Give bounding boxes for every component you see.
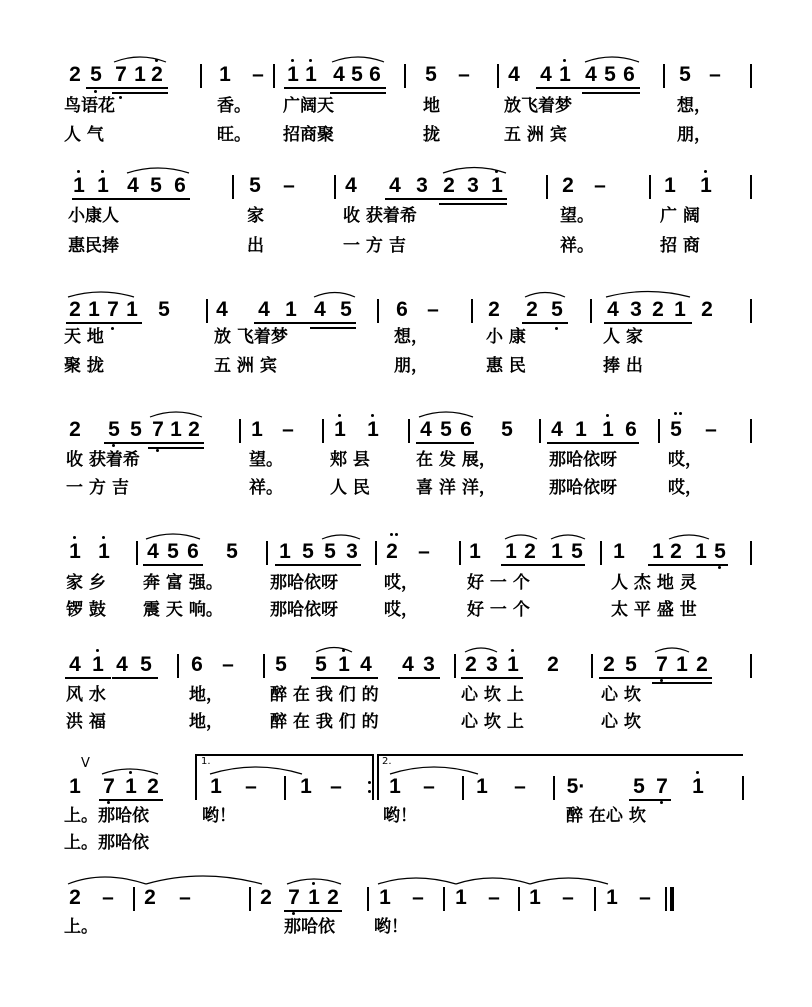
- tie: [378, 878, 456, 884]
- lyric: 出: [247, 236, 264, 256]
- lyric: 上。: [64, 917, 98, 937]
- lyric: 小 康: [486, 327, 526, 347]
- note: 6: [625, 418, 637, 441]
- note: 1: [334, 418, 346, 441]
- lyric: 香。: [217, 96, 251, 116]
- lyric: 招商聚: [283, 125, 334, 145]
- note: 4: [389, 174, 401, 197]
- lyric: 聚 拢: [64, 356, 104, 376]
- lyric: 郏 县: [330, 450, 370, 470]
- note: 4: [360, 653, 372, 676]
- note: 1: [469, 540, 481, 563]
- slur: [146, 534, 200, 539]
- lyric: 哟！: [374, 917, 408, 937]
- note: 4: [402, 653, 414, 676]
- dash: –: [458, 63, 470, 86]
- note: 4: [147, 540, 159, 563]
- note: 4: [127, 174, 139, 197]
- note: 2: [69, 418, 81, 441]
- lyric: 人 民: [330, 478, 370, 498]
- lyric: 五 洲 宾: [214, 356, 277, 376]
- note: 1: [287, 63, 299, 86]
- lyric: 哎，: [384, 573, 418, 593]
- lyric: 一 方 吉: [66, 478, 129, 498]
- note: 1: [575, 418, 587, 441]
- note: 5: [571, 540, 583, 563]
- note: 5: [324, 540, 336, 563]
- note: 3: [467, 174, 479, 197]
- note: 4: [333, 63, 345, 86]
- slur: [606, 292, 690, 298]
- breath-mark: V: [81, 756, 90, 771]
- slur: [443, 168, 506, 174]
- note: 3: [346, 540, 358, 563]
- note: 1: [695, 540, 707, 563]
- dash: –: [252, 63, 264, 86]
- dash: –: [282, 418, 294, 441]
- lyric: 地，: [189, 712, 223, 732]
- note: 1: [285, 298, 297, 321]
- lyric: 哎，: [668, 478, 702, 498]
- note: 4: [585, 63, 597, 86]
- lyric: 拢: [423, 125, 440, 145]
- note: 5: [604, 63, 616, 86]
- lyric: 祥。: [249, 478, 283, 498]
- note: 1: [559, 63, 571, 86]
- note: 3: [630, 298, 642, 321]
- lyric: 放 飞着梦: [214, 327, 288, 347]
- slur: [314, 293, 355, 298]
- lyric: 心 坎 上: [461, 712, 524, 732]
- note: 4: [508, 63, 520, 86]
- lyric: 人 杰 地 灵: [611, 573, 697, 593]
- lyric: 天 地: [64, 327, 104, 347]
- note: 2: [144, 886, 156, 909]
- dash: –: [639, 886, 651, 909]
- note: 1: [219, 63, 231, 86]
- note: 5: [167, 540, 179, 563]
- note: 2: [151, 63, 163, 86]
- note: 5: [340, 298, 352, 321]
- note: 1: [170, 418, 182, 441]
- note: 5: [501, 418, 513, 441]
- note: 2: [526, 298, 538, 321]
- lyric: 鸟语花: [64, 96, 115, 116]
- lyric: 锣 鼓: [66, 600, 106, 620]
- note: 4: [216, 298, 228, 321]
- slur: [655, 648, 689, 652]
- note: 2: [701, 298, 713, 321]
- note: 1: [389, 775, 401, 798]
- note: 7: [288, 886, 300, 909]
- note: 6: [187, 540, 199, 563]
- note: 7: [656, 653, 668, 676]
- note: 1: [379, 886, 391, 909]
- note: 2: [443, 174, 455, 197]
- dash: –: [222, 653, 234, 676]
- note: 1: [134, 63, 146, 86]
- lyric: 家 乡: [66, 573, 106, 593]
- note: 2: [69, 63, 81, 86]
- note: 1: [69, 775, 81, 798]
- lyric: 想，: [394, 327, 428, 347]
- volta-label-1: 1.: [201, 756, 211, 767]
- tie: [146, 876, 262, 884]
- note: 4: [420, 418, 432, 441]
- dash: –: [514, 775, 526, 798]
- note: 2: [147, 775, 159, 798]
- note: 6: [369, 63, 381, 86]
- note: 7: [115, 63, 127, 86]
- note: 4: [314, 298, 326, 321]
- note: 2: [652, 298, 664, 321]
- dash: –: [709, 63, 721, 86]
- lyric: 那哈依呀: [270, 600, 338, 620]
- note: 1: [676, 653, 688, 676]
- note: 5: [90, 63, 102, 86]
- note: 5: [714, 540, 726, 563]
- dash: –: [427, 298, 439, 321]
- note: 1: [210, 775, 222, 798]
- lyric: 那哈依呀: [549, 450, 617, 470]
- note: 2: [69, 886, 81, 909]
- lyric: 人 家: [603, 327, 643, 347]
- note: 5: [108, 418, 120, 441]
- lyric: 奔 富 强。: [143, 573, 223, 593]
- dash: –: [102, 886, 114, 909]
- lyric: 那哈依: [284, 917, 335, 937]
- note: 5: [633, 775, 645, 798]
- lyric: 好 一 个: [467, 600, 530, 620]
- note: 6: [396, 298, 408, 321]
- lyric: 人 气: [64, 125, 104, 145]
- slur: [585, 57, 639, 62]
- note: 2: [465, 653, 477, 676]
- note: 1: [305, 63, 317, 86]
- note: 4: [540, 63, 552, 86]
- note: 5: [670, 418, 682, 441]
- dash: –: [562, 886, 574, 909]
- note: 6: [460, 418, 472, 441]
- note: 1: [664, 174, 676, 197]
- note: 3: [486, 653, 498, 676]
- lyric: 祥。: [560, 236, 594, 256]
- lyric: 醉 在 我 们 的: [270, 685, 379, 705]
- note: 1: [692, 775, 704, 798]
- lyric: 心 坎: [601, 712, 641, 732]
- dash: –: [423, 775, 435, 798]
- note: 2: [188, 418, 200, 441]
- note: 1: [613, 540, 625, 563]
- note: 1: [602, 418, 614, 441]
- note: 1: [505, 540, 517, 563]
- note: 1: [606, 886, 618, 909]
- lyric: 上。那哈依: [64, 806, 149, 826]
- note: 1: [126, 298, 138, 321]
- note: 5: [158, 298, 170, 321]
- note: 1: [476, 775, 488, 798]
- slur: [332, 57, 384, 62]
- note: 5: [275, 653, 287, 676]
- note: 5: [551, 298, 563, 321]
- note: 2: [260, 886, 272, 909]
- note: 5: [130, 418, 142, 441]
- lyric: 收 获着希: [66, 450, 140, 470]
- lyric: 惠 民: [486, 356, 526, 376]
- note: 4: [607, 298, 619, 321]
- note: 7: [656, 775, 668, 798]
- note: 4: [345, 174, 357, 197]
- lyric: 哟！: [383, 806, 417, 826]
- note: 5·: [566, 775, 586, 798]
- lyric: 收 获着希: [343, 206, 417, 226]
- lyric: 哎，: [384, 600, 418, 620]
- note: 1: [652, 540, 664, 563]
- lyric: 在 发 展，: [416, 450, 496, 470]
- lyric: 旺。: [217, 125, 251, 145]
- note: 1: [529, 886, 541, 909]
- slur: [287, 879, 341, 884]
- note: 2: [547, 653, 559, 676]
- lyric: 望。: [560, 206, 594, 226]
- slur: [114, 57, 166, 62]
- note: 1: [92, 653, 104, 676]
- lyric: 那哈依呀: [270, 573, 338, 593]
- lyric: 想，: [677, 96, 711, 116]
- dash: –: [594, 174, 606, 197]
- note: 5: [140, 653, 152, 676]
- lyric: 朋，: [677, 125, 711, 145]
- lyric: 望。: [249, 450, 283, 470]
- lyric: 家: [247, 206, 264, 226]
- note: 5: [625, 653, 637, 676]
- note: 4: [116, 653, 128, 676]
- note: 5: [351, 63, 363, 86]
- slur: [316, 648, 352, 653]
- note: 5: [226, 540, 238, 563]
- note: 1: [308, 886, 320, 909]
- lyric: 地: [423, 96, 440, 116]
- lyric: 五 洲 宾: [504, 125, 567, 145]
- note: 1: [88, 298, 100, 321]
- note: 1: [300, 775, 312, 798]
- note: 1: [674, 298, 686, 321]
- note: 2: [327, 886, 339, 909]
- note: 2: [386, 540, 398, 563]
- lyric: 朋，: [394, 356, 428, 376]
- lyric: 上。那哈依: [64, 833, 149, 853]
- slur: [465, 648, 497, 652]
- note: 1: [279, 540, 291, 563]
- dash: –: [283, 174, 295, 197]
- tie: [530, 878, 608, 884]
- lyric: 哟！: [202, 806, 236, 826]
- lyric: 放飞着梦: [504, 96, 572, 116]
- tie: [210, 767, 302, 774]
- note: 2: [603, 653, 615, 676]
- note: 4: [551, 418, 563, 441]
- lyric: 广阔天: [283, 96, 334, 116]
- note: 1: [491, 174, 503, 197]
- note: 3: [416, 174, 428, 197]
- note: 2: [670, 540, 682, 563]
- slur: [150, 412, 202, 417]
- lyric: 招 商: [660, 236, 700, 256]
- note: 2: [562, 174, 574, 197]
- lyric: 捧 出: [603, 356, 643, 376]
- lyric: 醉 在 我 们 的: [270, 712, 379, 732]
- note: 2: [696, 653, 708, 676]
- slur: [102, 769, 158, 774]
- note: 5: [315, 653, 327, 676]
- slur: [551, 535, 585, 539]
- volta-label-2: 2.: [382, 756, 392, 767]
- lyric: 哎，: [668, 450, 702, 470]
- lyric: 心 坎 上: [461, 685, 524, 705]
- note: 1: [338, 653, 350, 676]
- dash: –: [488, 886, 500, 909]
- note: 1: [69, 540, 81, 563]
- slur: [322, 535, 360, 539]
- lyric: 洪 福: [66, 712, 106, 732]
- lyric: 喜 洋 洋，: [416, 478, 496, 498]
- note: 4: [69, 653, 81, 676]
- note: 4: [258, 298, 270, 321]
- slur: [419, 412, 473, 417]
- note: 2: [524, 540, 536, 563]
- lyric: 震 天 响。: [143, 600, 223, 620]
- lyric: 那哈依呀: [549, 478, 617, 498]
- note: 5: [302, 540, 314, 563]
- slur: [505, 535, 537, 539]
- lyric: 一 方 吉: [343, 236, 406, 256]
- lyric: 广 阔: [660, 206, 700, 226]
- slur: [669, 535, 709, 539]
- lyric: 心 坎: [601, 685, 641, 705]
- note: 5: [425, 63, 437, 86]
- note: 5: [150, 174, 162, 197]
- dash: –: [330, 775, 342, 798]
- slur: [525, 293, 565, 298]
- dash: –: [412, 886, 424, 909]
- note: 2: [69, 298, 81, 321]
- note: 1: [507, 653, 519, 676]
- note: 1: [73, 174, 85, 197]
- lyric: 小康人: [68, 206, 119, 226]
- note: 6: [174, 174, 186, 197]
- slur: [127, 168, 189, 173]
- lyric: 地，: [189, 685, 223, 705]
- tie: [68, 877, 146, 884]
- note: 7: [103, 775, 115, 798]
- lyric: 太 平 盛 世: [611, 600, 697, 620]
- note: 7: [107, 298, 119, 321]
- note: 1: [251, 418, 263, 441]
- tie: [390, 767, 478, 774]
- note: 3: [423, 653, 435, 676]
- dash: –: [418, 540, 430, 563]
- note: 1: [700, 174, 712, 197]
- lyric: 风 水: [66, 685, 106, 705]
- dash: –: [245, 775, 257, 798]
- dash: –: [179, 886, 191, 909]
- note: 2: [488, 298, 500, 321]
- note: 1: [125, 775, 137, 798]
- slur: [68, 292, 134, 297]
- lyric: 醉 在心 坎: [566, 806, 646, 826]
- lyric: 惠民捧: [68, 236, 119, 256]
- note: 5: [249, 174, 261, 197]
- note: 7: [152, 418, 164, 441]
- note: 5: [679, 63, 691, 86]
- note: 1: [98, 540, 110, 563]
- tie: [456, 878, 530, 884]
- note: 1: [455, 886, 467, 909]
- note: 1: [97, 174, 109, 197]
- note: 1: [367, 418, 379, 441]
- note: 6: [191, 653, 203, 676]
- dash: –: [705, 418, 717, 441]
- note: 5: [440, 418, 452, 441]
- lyric: 好 一 个: [467, 573, 530, 593]
- note: 1: [551, 540, 563, 563]
- note: 6: [623, 63, 635, 86]
